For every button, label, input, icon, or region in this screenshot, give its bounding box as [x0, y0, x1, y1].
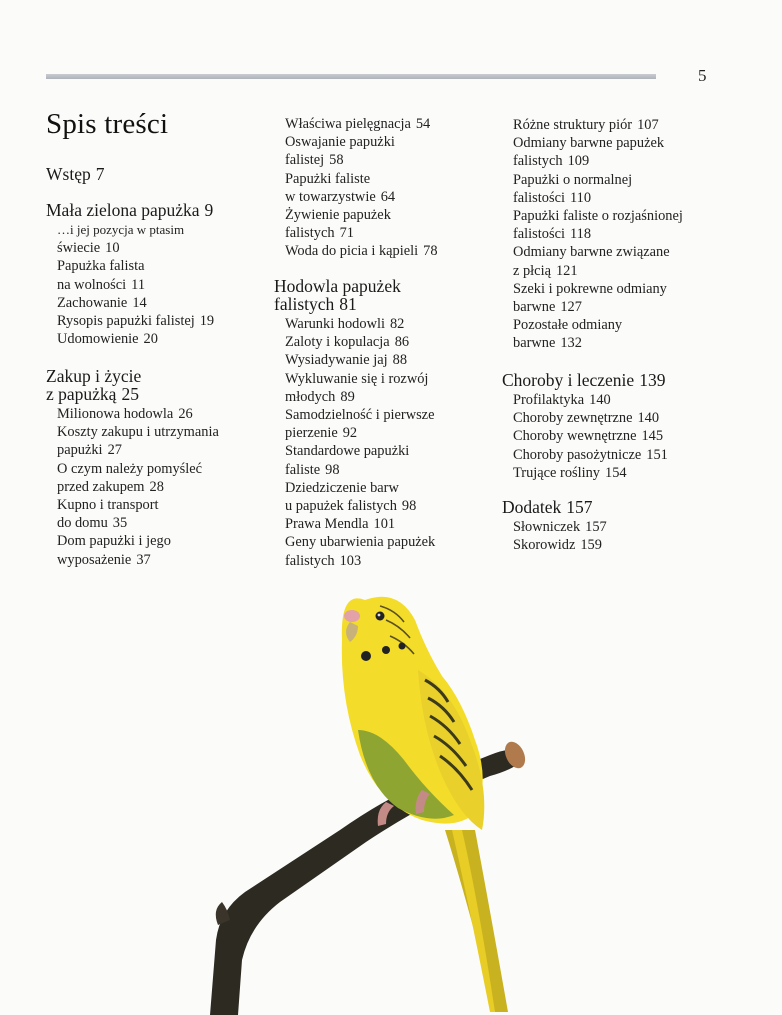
entry-page-number: 14 [132, 294, 147, 311]
entry-text: młodych [285, 388, 336, 405]
entry-page-number: 109 [567, 153, 590, 170]
toc-section [46, 367, 219, 569]
entry-text: wyposażenie [57, 551, 132, 568]
toc-entry [274, 315, 435, 333]
page-title: Spis treści [46, 108, 169, 140]
toc-entry [502, 409, 668, 427]
page-number: 5 [698, 66, 707, 85]
entry-page-number: 27 [107, 442, 122, 459]
entry-page-number: 145 [641, 428, 664, 445]
toc-entry [46, 441, 219, 459]
entry-page-number: 78 [423, 243, 438, 260]
toc-section [502, 116, 683, 353]
toc-entry [274, 151, 438, 169]
entry-text: Wykluwanie się i rozwój [285, 370, 429, 387]
toc-entry [46, 294, 214, 312]
entry-page-number: 140 [637, 410, 660, 427]
toc-entry [502, 207, 683, 225]
toc-entry [46, 221, 214, 239]
entry-text: falistych [285, 552, 335, 569]
entry-page-number: 37 [136, 551, 151, 568]
entry-text: Skorowidz [513, 537, 576, 554]
toc-entry [502, 243, 683, 261]
section-entries [274, 315, 435, 570]
toc-entry [274, 133, 438, 151]
toc-section [274, 277, 435, 570]
section-page-number: 9 [204, 200, 214, 220]
section-heading-text: Zakup i życie [46, 366, 142, 386]
entry-text: u papużek falistych [285, 498, 397, 515]
entry-text: Kupno i transport [57, 497, 159, 514]
entry-text: Odmiany barwne związane [513, 244, 670, 261]
entry-text: barwne [513, 335, 556, 352]
toc-entry [274, 242, 438, 260]
toc-entry [502, 334, 683, 352]
section-entries [46, 405, 219, 569]
toc-entry [46, 496, 219, 514]
section-heading-text: falistych [274, 294, 335, 314]
entry-text: Papużka falista [57, 258, 145, 275]
toc-entry [274, 370, 435, 388]
entry-text: papużki [57, 442, 103, 459]
entry-text: Samodzielność i pierwsze [285, 407, 435, 424]
entry-page-number: 64 [380, 188, 396, 205]
toc-entry [274, 442, 435, 460]
toc-entry [502, 464, 668, 482]
entry-text: O czym należy pomyśleć [57, 460, 203, 477]
toc-entry [274, 497, 435, 515]
toc-entry [502, 391, 668, 409]
entry-page-number: 154 [605, 464, 627, 481]
toc-entry [502, 316, 683, 334]
entry-text: Papużki faliste o rozjaśnionej [513, 208, 683, 225]
entry-page-number: 35 [112, 515, 128, 532]
toc-entry [274, 479, 435, 497]
entry-page-number: 98 [325, 461, 340, 478]
section-heading [46, 201, 214, 219]
entry-page-number: 88 [392, 352, 408, 369]
entry-text: Dom papużki i jego [57, 533, 171, 550]
toc-entry [502, 518, 607, 536]
section-entries [46, 221, 214, 348]
entry-page-number: 132 [560, 335, 582, 352]
section-page-number: 81 [339, 294, 357, 314]
entry-text: Żywienie papużek [285, 207, 391, 224]
entry-text: …i jej pozycja w ptasim [57, 222, 185, 237]
toc-entry [502, 225, 683, 243]
toc-entry [502, 427, 668, 445]
section-entries [502, 116, 683, 353]
toc-entry [502, 446, 668, 464]
toc-entry [46, 276, 214, 294]
section-heading [46, 367, 219, 403]
entry-text: falistych [513, 153, 563, 170]
toc-entry [502, 171, 683, 189]
entry-text: Papużki faliste [285, 170, 371, 187]
toc-entry [274, 424, 435, 442]
entry-text: Zachowanie [57, 294, 128, 311]
entry-text: falistości [513, 189, 565, 206]
entry-page-number: 26 [178, 406, 193, 422]
entry-text: Słowniczek [513, 519, 581, 535]
entry-page-number: 101 [373, 516, 396, 533]
entry-text: Dziedziczenie barw [285, 479, 399, 496]
entry-text: faliste [285, 461, 321, 478]
section-entries [502, 391, 668, 482]
section-heading [46, 165, 104, 183]
entry-text: Szeki i pokrewne odmiany [513, 280, 667, 297]
entry-text: Trujące rośliny [513, 464, 601, 481]
budgerigar-illustration [190, 580, 570, 1015]
toc-entry [46, 239, 214, 257]
entry-text: Prawa Mendla [285, 516, 369, 533]
entry-text: barwne [513, 299, 556, 316]
entry-text: Choroby pasożytnicze [513, 446, 642, 463]
section-heading [502, 371, 668, 389]
toc-section [502, 498, 607, 554]
section-page-number: 25 [121, 384, 139, 404]
entry-text: Oswajanie papużki [285, 134, 395, 151]
entry-text: Papużki o normalnej [513, 171, 633, 188]
toc-entry [46, 460, 219, 478]
toc-entry [46, 551, 219, 569]
entry-text: falistości [513, 226, 565, 243]
entry-text: Zaloty i kopulacja [285, 334, 390, 351]
entry-page-number: 110 [569, 189, 592, 206]
budgerigar-svg [190, 580, 570, 1015]
section-heading-text: Choroby i leczenie [502, 370, 635, 390]
toc-entry [274, 552, 435, 570]
entry-text: Koszty zakupu i utrzymania [57, 424, 219, 441]
entry-text: w towarzystwie [285, 188, 376, 205]
entry-text: Profilaktyka [513, 392, 585, 408]
section-heading-text: Wstęp [46, 164, 91, 184]
entry-page-number: 103 [339, 552, 362, 569]
entry-page-number: 159 [580, 537, 602, 554]
toc-entry [46, 478, 219, 496]
entry-text: Wysiadywanie jaj [285, 352, 388, 369]
entry-page-number: 127 [560, 299, 582, 316]
section-entries [502, 518, 607, 554]
entry-text: przed zakupem [57, 478, 145, 495]
entry-page-number: 92 [342, 425, 358, 442]
section-heading-text: Mała zielona papużka [46, 200, 200, 220]
toc-entry [274, 115, 438, 133]
section-page-number: 157 [566, 497, 593, 517]
toc-entry [274, 170, 438, 188]
entry-page-number: 54 [415, 116, 431, 132]
toc-entry [46, 514, 219, 532]
entry-page-number: 151 [646, 446, 668, 463]
toc-entry [502, 298, 683, 316]
section-page-number: 139 [639, 370, 666, 390]
entry-text: na wolności [57, 276, 127, 293]
entry-text: pierzenie [285, 425, 338, 442]
entry-text: Rysopis papużki falistej [57, 313, 195, 330]
section-heading-text: Dodatek [502, 497, 562, 517]
entry-page-number: 121 [555, 262, 578, 279]
entry-page-number: 20 [143, 331, 158, 348]
toc-section [46, 165, 104, 185]
entry-text: Milionowa hodowla [57, 406, 174, 422]
entry-text: Różne struktury piór [513, 117, 633, 133]
entry-text: Warunki hodowli [285, 316, 385, 332]
entry-text: falistych [285, 225, 335, 242]
toc-entry [274, 188, 438, 206]
entry-page-number: 86 [394, 334, 410, 351]
entry-page-number: 98 [401, 498, 417, 515]
toc-entry [274, 515, 435, 533]
entry-text: Choroby zewnętrzne [513, 410, 633, 427]
toc-entry [274, 333, 435, 351]
section-heading [274, 277, 435, 313]
entry-text: Właściwa pielęgnacja [285, 116, 411, 132]
toc-entry [46, 257, 214, 275]
toc-entry [502, 152, 683, 170]
entry-page-number: 107 [637, 117, 659, 133]
entry-page-number: 10 [105, 240, 120, 257]
toc-entry [46, 532, 219, 550]
toc-section [502, 371, 668, 482]
bird-cere [344, 610, 360, 622]
toc-entry [502, 262, 683, 280]
entry-page-number: 28 [149, 478, 164, 495]
entry-page-number: 11 [131, 276, 146, 293]
header-rule [46, 74, 656, 79]
entry-page-number: 19 [199, 313, 215, 330]
toc-entry [502, 116, 683, 134]
entry-text: do domu [57, 515, 108, 532]
entry-page-number: 118 [569, 226, 592, 243]
toc-entry [502, 134, 683, 152]
toc-section [274, 115, 438, 261]
toc-entry [274, 224, 438, 242]
entry-text: Pozostałe odmiany [513, 317, 623, 334]
section-heading [502, 498, 607, 516]
toc-entry [46, 312, 214, 330]
toc-entry [502, 280, 683, 298]
section-heading-text: Hodowla papużek [274, 276, 401, 296]
entry-page-number: 71 [339, 225, 354, 242]
entry-text: Geny ubarwienia papużek [285, 534, 436, 551]
toc-entry [274, 206, 438, 224]
entry-page-number: 140 [589, 392, 611, 408]
entry-text: Woda do picia i kąpieli [285, 243, 419, 260]
bird-eye [376, 612, 385, 621]
entry-text: świecie [57, 240, 101, 257]
entry-text: z płcią [513, 262, 551, 279]
entry-page-number: 157 [585, 519, 607, 535]
toc-entry [502, 189, 683, 207]
toc-entry [46, 405, 219, 423]
entry-text: Odmiany barwne papużek [513, 135, 665, 152]
entry-page-number: 58 [329, 152, 344, 169]
toc-entry [502, 536, 607, 554]
toc-entry [274, 351, 435, 369]
entry-text: falistej [285, 152, 325, 169]
entry-page-number: 82 [389, 316, 405, 332]
entry-page-number: 89 [340, 388, 355, 405]
toc-entry [274, 461, 435, 479]
section-heading-text: z papużką [46, 384, 117, 404]
toc-entry [274, 406, 435, 424]
entry-text: Udomowienie [57, 331, 139, 348]
toc-section [46, 201, 214, 348]
toc-entry [46, 330, 214, 348]
toc-entry [46, 423, 219, 441]
toc-entry [274, 533, 435, 551]
entry-text: Choroby wewnętrzne [513, 428, 637, 445]
entry-text: Standardowe papużki [285, 443, 410, 460]
toc-entry [274, 388, 435, 406]
section-entries [274, 115, 438, 261]
section-page-number: 7 [95, 164, 105, 184]
